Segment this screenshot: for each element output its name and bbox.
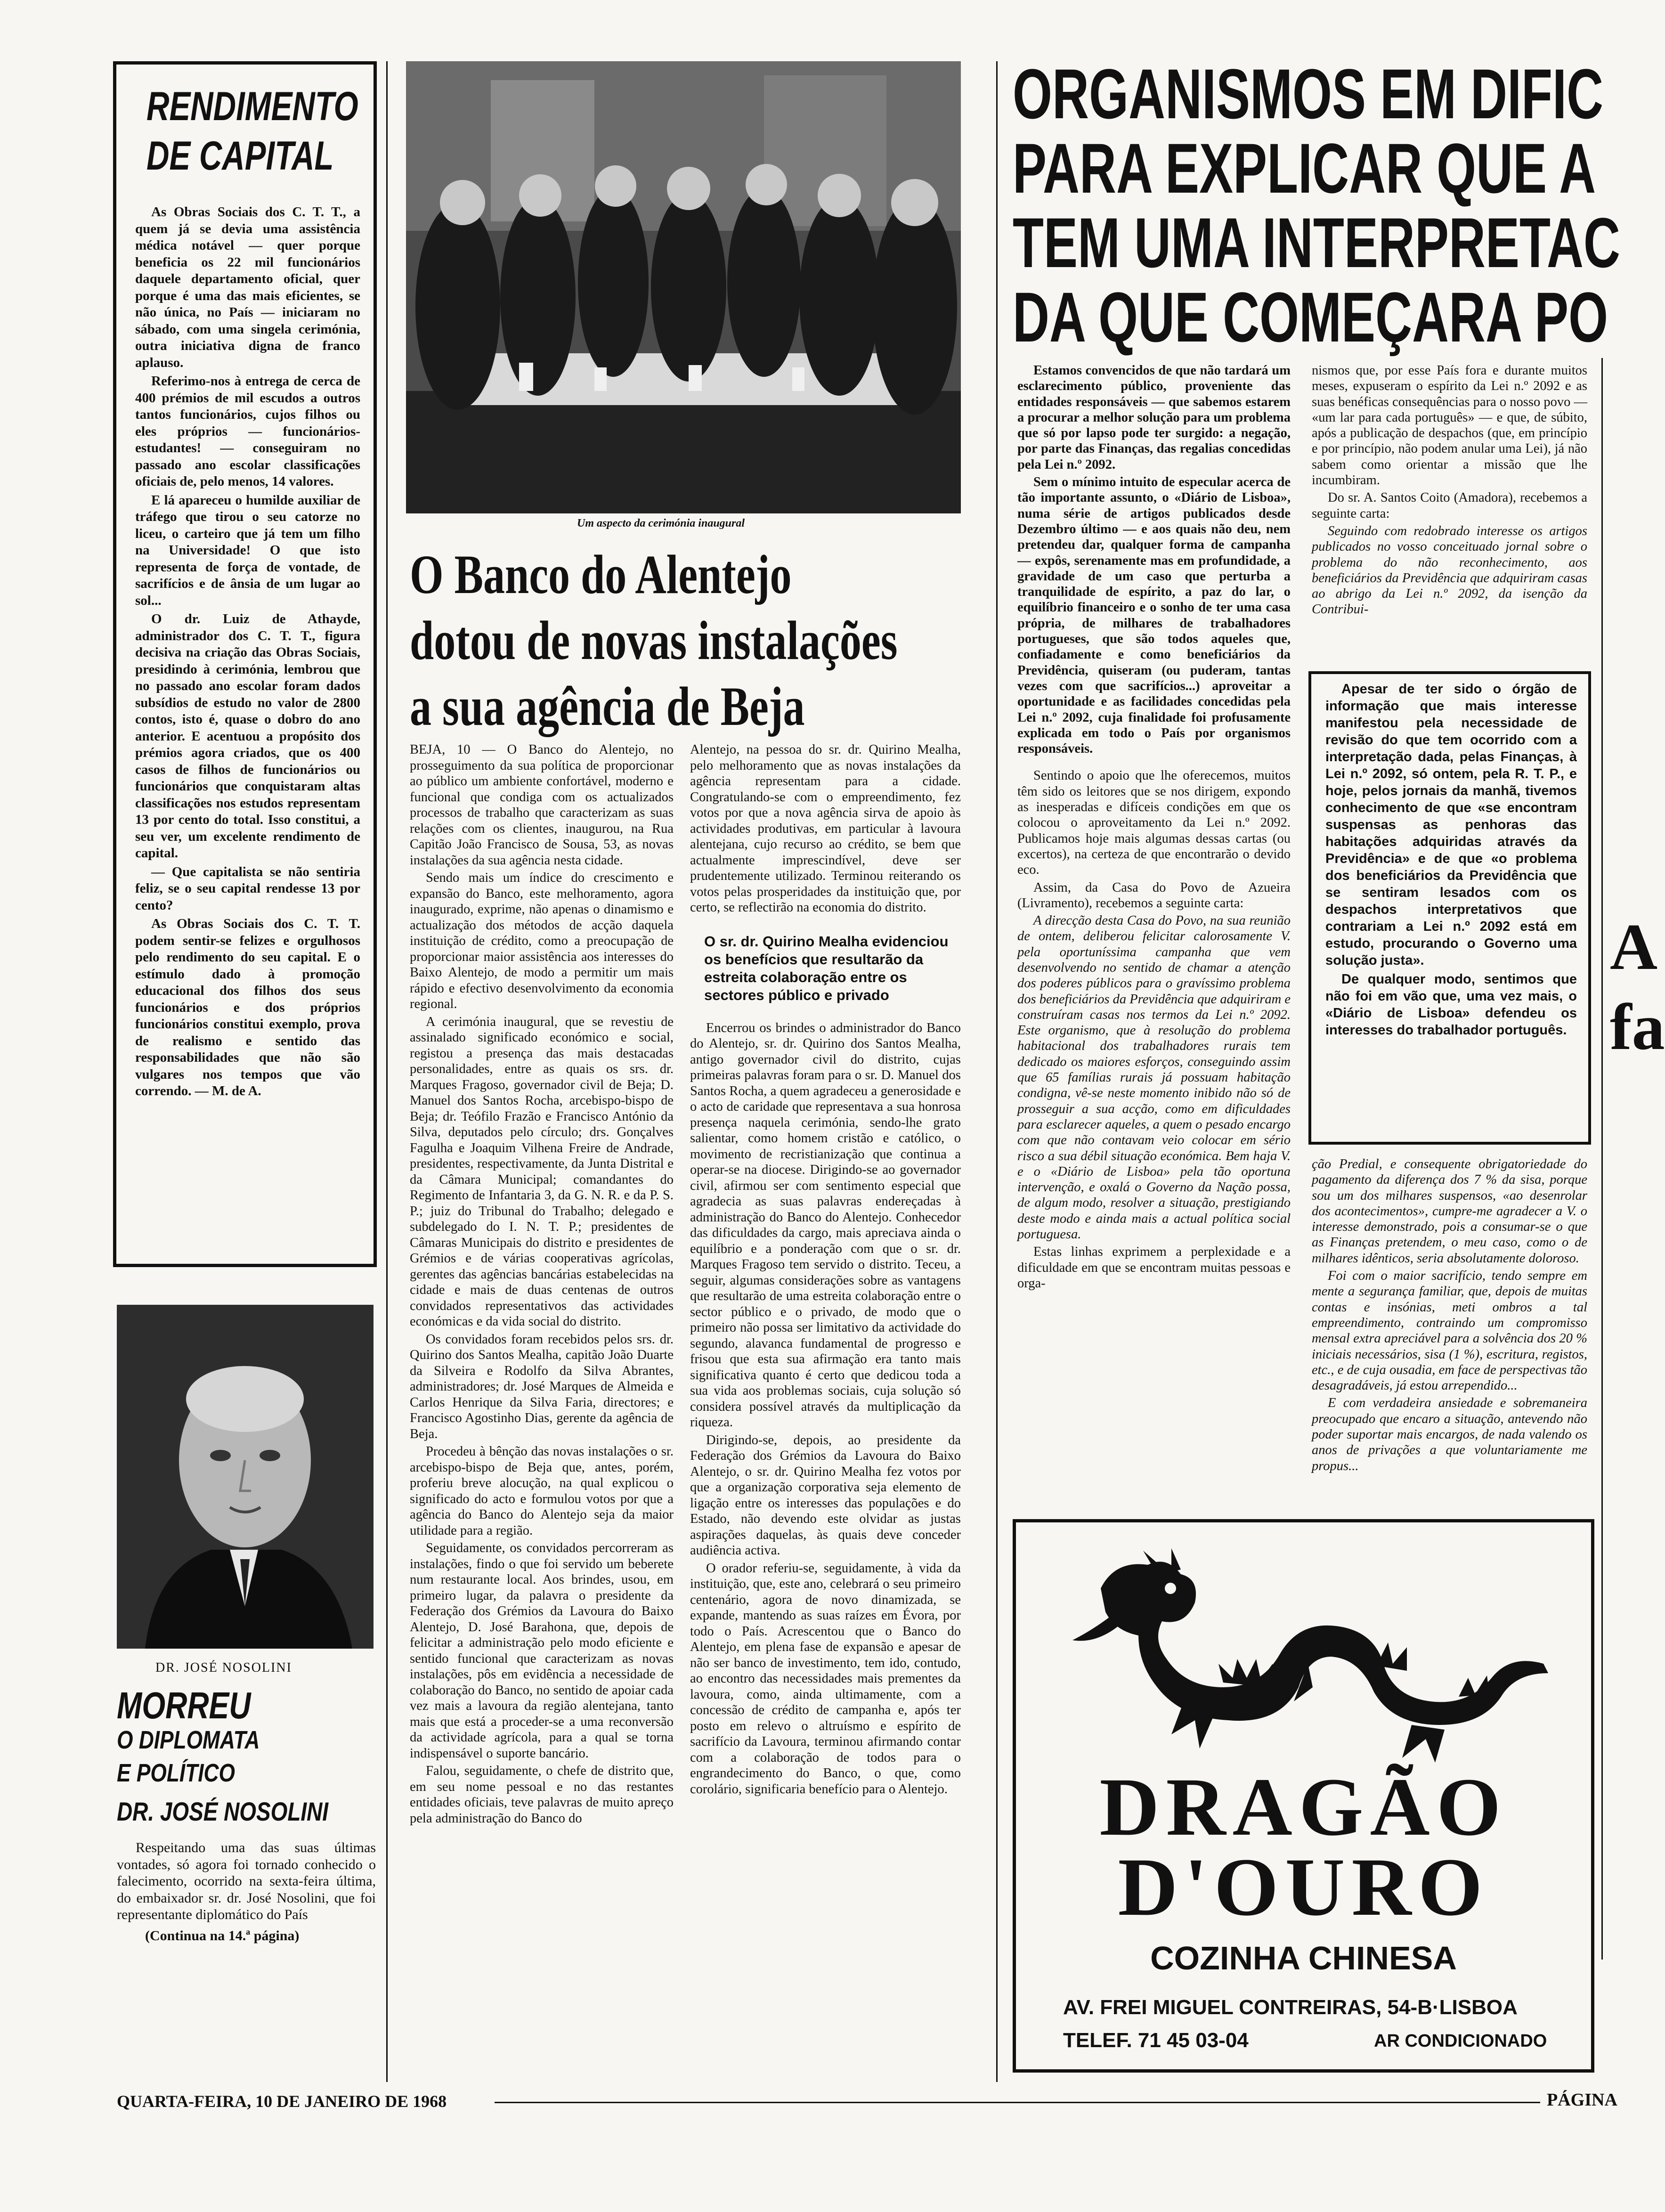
obit-title-4: DR. JOSÉ NOSOLINI	[117, 1797, 329, 1826]
left-editorial-box	[113, 61, 377, 1267]
editorial-paragraph: — Que capitalista se não sentiria feliz, se o seu capital rendesse 13 por cento?	[135, 864, 360, 913]
ad-subtitle: COZINHA CHINESA	[1150, 1940, 1457, 1976]
bank-paragraph: Dirigindo-se, depois, ao presidente da Federação dos Grémios da Lavoura do Baixo Alentejo, o sr. dr. Quirino Mealha fez votos por que a organização corporativa seja elemento de ligação entre os interesses das populações e do Estado, não devendo este olvidar as justas aspirações daquelas, às quais deve conceder audiência activa.	[690, 1432, 961, 1558]
footer-page-label: PÁGINA	[1540, 2090, 1617, 2110]
organismos-col-b-bottom	[1312, 1156, 1587, 1476]
editorial-paragraph: As Obras Sociais dos C. T. T., a quem já se devia uma assistência médica notável — quer porque beneficia os 22 mil funcionários daquele departamento oficial, quer porque é uma das mais eficientes, se não única, no País — iniciaram no sábado, com uma singela cerimónia, outra iniciativa digna de franco aplauso.	[135, 204, 360, 370]
bank-headline-line1: O Banco do Alentejo	[410, 544, 792, 605]
footer-rule	[495, 2102, 1550, 2103]
organismos-box	[1308, 671, 1591, 1145]
column-rule-center	[996, 61, 998, 2082]
portrait-photo	[117, 1305, 374, 1649]
bank-paragraph: Os convidados foram recebidos pelos srs. dr. Quirino dos Santos Mealha, capitão João Duarte da Silveira e Rodolfo da Silva Abrantes, administradores; dr. José Marques de Almeida e Carlos Henrique da Silva Faria, directores; e Francisco Agostinho Dias, gerente da agência de Beja.	[410, 1332, 674, 1441]
organismos-headline-line2: PARA EXPLICAR QUE A	[1013, 129, 1596, 208]
organismos-paragraph: Sentindo o apoio que lhe oferecemos, muitos têm sido os leitores que se nos dirigem, expondo as inesperadas e difíceis condições em que os colocou o aproveitamento da Lei n.º 2092. Publicamos hoje mais algumas dessas cartas (ou excertos), na certeza de que encontrarão o devido eco.	[1017, 768, 1291, 878]
obit-title-3: E POLÍTICO	[117, 1759, 235, 1787]
box-paragraph: Apesar de ter sido o órgão de informação que mais interesse manifestou pela necessidade de revisão do que tem ocorrido com a interpretação dada, pelas Finanças, à Lei n.º 2092, só ontem, pela R. T. P., e hoje, pelos jornais da manhã, tivemos conhecimento de que «se encontram suspensas as penhoras das habitações adquiridas através da Previdência» e de que «o problema dos beneficiários da Previdência que se sentiram lesados com os despachos interpretativos que contrariam a Lei n.º 2092 está em estudo, procurando o Governo uma solução justa».	[1325, 682, 1577, 968]
editorial-body	[135, 204, 360, 1100]
bank-paragraph: Falou, seguidamente, o chefe de distrito que, em seu nome pessoal e no das restantes entidades oficiais, teve palavras de muito apreço pela administração do Banco do	[410, 1764, 674, 1826]
bank-paragraph: Sendo mais um índice do crescimento e expansão do Banco, este melhoramento, agora inaugurado, exprime, não apenas o dinamismo e actualização dos métodos de acção daquela instituição de crédito, como a preocupação de proporcionar maior assistência aos interesses do Baixo Alentejo, de modo a permitir um mais rápido e efectivo desenvolvimento da economia regional.	[410, 870, 674, 1011]
organismos-paragraph: Assim, da Casa do Povo de Azueira (Livramento), recebemos a seguinte carta:	[1017, 880, 1291, 911]
ad-phone: TELEF. 71 45 03-04	[1063, 2029, 1249, 2052]
organismos-headline	[1013, 54, 1635, 363]
organismos-headline-line1: ORGANISMOS EM DIFIC	[1013, 54, 1604, 133]
organismos-headline-line4: DA QUE COMEÇARA PO	[1013, 277, 1608, 357]
ad-address: AV. FREI MIGUEL CONTREIRAS, 54-B·LISBOA	[1063, 1996, 1518, 2019]
photo-caption: Um aspecto da cerimónia inaugural	[577, 517, 745, 529]
edge-fragment-1: A	[1610, 911, 1658, 984]
bank-paragraph: Procedeu à bênção das novas instalações o sr. arcebispo-bispo de Beja que, antes, porém, proferiu breve alocução, na qual explicou o significado do acto e formulou votos por que a agência do Banco do Alentejo seja da maior utilidade para a região.	[410, 1444, 674, 1538]
bank-subhead: O sr. dr. Quirino Mealha evidenciou os benefícios que resultarão da estreita colaboração entre os sectores público e privado	[704, 933, 949, 1003]
ad-brand-line1: DRAGÃO	[1099, 1761, 1508, 1853]
bank-headline-line3: a sua agência de Beja	[410, 675, 805, 737]
editorial-paragraph: Referimo-nos à entrega de cerca de 400 prémios de mil escudos a outros tantos funcionários, cujos filhos ou eles próprios — funcionários-estudantes! — conseguiram no passado ano escolar classificações oficiais de, pelo menos, 14 valores.	[135, 374, 360, 489]
organismos-paragraph: Estas linhas exprimem a perplexidade e a dificuldade em que se encontram muitas pessoas e orga-	[1017, 1244, 1291, 1291]
dragao-ad	[1013, 1519, 1594, 2073]
organismos-paragraph: Sem o mínimo intuito de especular acerca de tão importante assunto, o «Diário de Lisboa», numa série de artigos publicados desde Dezembro último — e aos quais não deu, nem pretendeu dar, qualquer forma de campanha — expôs, serenamente mas em profundidade, a gravidade de um caso que perturba a tranquilidade de espírito, a paz do lar, o equilíbrio financeiro e o sonho de ter uma casa própria, de milhares de trabalhadores portugueses, que são todos aqueles que, confiadamente e como beneficiários da Previdência, quiseram (ou puderam, tantas vezes com que sacrifícios...) aproveitar a oportunidade e as facilidades concedidas pela Lei n.º 2092, cuja finalidade foi profusamente explicada em todo o País por organismos responsáveis.	[1017, 475, 1291, 756]
bank-paragraph: A cerimónia inaugural, que se revestiu de assinalado significado económico e social, registou a presença das mais destacadas personalidades, entre as quais os srs. dr. Marques Fragoso, governador civil de Beja; D. Manuel dos Santos Rocha, arcebispo-bispo de Beja; dr. Teófilo Frazão e Francisco António da Silva, deputados pelo círculo; drs. Gonçalves Fagulha e Joaquim Vilhena Freire de Andrade, presidentes, respectivamente, da Junta Distrital e da Câmara Municipal; comandantes do Regimento de Infantaria 3, da G. N. R. e da P. S. P.; juiz do Tribunal do Trabalho; delegado e subdelegado do I. N. T. P.; presidentes de Câmaras Municipais do distrito e presidentes de Grémios e de várias cooperativas agrícolas, gerentes das agências bancárias estabelecidas na cidade e mais de duas centenas de outros convidados representativos das actividades económicas e da vida social do distrito.	[410, 1014, 674, 1329]
obit-continue: (Continua na 14.ª página)	[145, 1927, 300, 1944]
bank-paragraph: BEJA, 10 — O Banco do Alentejo, no prosseguimento da sua política de proporcionar ao público um ambiente confortável, moderno e funcional que condiga com os actualizados processos de trabalho que caracterizam as suas relações com os clientes, inaugurou, na Rua Capitão João Francisco de Sousa, 53, as novas instalações da sua agência nesta cidade.	[410, 742, 674, 868]
box-text	[1325, 681, 1577, 1039]
organismos-paragraph: Do sr. A. Santos Coito (Amadora), recebemos a seguinte carta:	[1312, 490, 1587, 521]
bank-headline	[410, 542, 961, 740]
editorial-title-line2: DE CAPITAL	[146, 133, 334, 179]
organismos-paragraph: Estamos convencidos de que não tardará um esclarecimento público, proveniente das entidades responsáveis — que sabemos estarem a procurar a melhor solução para um problema que só por lapso pode ter surgido: a negação, por parte das Finanças, das regalias concedidas pela Lei n.º 2092.	[1017, 363, 1291, 472]
bank-headline-line2: dotou de novas instalações	[410, 610, 898, 671]
bank-article-col1	[410, 742, 674, 1828]
portrait-caption: DR. JOSÉ NOSOLINI	[155, 1660, 292, 1675]
editorial-paragraph: O dr. Luiz de Athayde, administrador dos C. T. T., figura decisiva na criação das Obras Sociais, presidindo à cerimónia, lembrou que no passado ano escolar foram dados subsídios de estudo no valor de 2800 contos, isto é, quase o dobro do ano anterior. E acentuou a propósito dos prémios agora criados, que os 400 casos de filhos de funcionários ou funcionários que conquistaram altas classificações nos estudos representam 13 por cento do total. Isso constitui, a seu ver, um excelente rendimento de capital.	[135, 611, 360, 861]
obit-title-2: O DIPLOMATA	[117, 1726, 260, 1754]
obit-text: Respeitando uma das suas últimas vontades, só agora foi tornado conhecido o falecimento, ocorrido na sexta-feira última, do embaixador sr. dr. José Nosolini, que foi representante diplomático do País	[117, 1840, 376, 1922]
bank-paragraph: Encerrou os brindes o administrador do Banco do Alentejo, sr. dr. Quirino dos Santos Mealha, antigo governador civil do distrito, cujas primeiras palavras foram para o sr. D. Manuel dos Santos Rocha, a quem agradeceu a generosidade e o acto de caridade que representava a sua honrosa presença naquela cerimónia, sendo-lhe grato salientar, como homem cristão e católico, o movimento de recristianização que continua a operar-se na diocese. Dirigindo-se ao governador civil, afirmou ser com sentimento especial que agradecia as suas palavras endereçadas à administração do Banco do Alentejo. Conhecedor das dificuldades da cargo, mais apreciava ainda o equilíbrio e a ponderação com que o sr. dr. Marques Fragoso tem servido o distrito. Teceu, a seguir, algumas considerações sobre as vantagens que resultarão de uma estreita colaboração entre o sector público e o privado, de modo que o primeiro não possa ser limitativo da actividade do segundo, alavanca fundamental de progresso e frisou que esta sua afirmação era tanto mais significativa quanto é certo que dedicou toda a sua vida aos problemas sociais, cuja solução só considera possível através da multiplicação da riqueza.	[690, 1020, 961, 1430]
edge-fragment-2: fa	[1610, 991, 1665, 1064]
bank-paragraph: O orador referiu-se, seguidamente, à vida da instituição, que, este ano, celebrará o seu primeiro centenário, agora de novo dinamizada, se expande, mantendo as suas raízes em Évora, por todo o País. Acrescentou que o Banco do Alentejo, em plena fase de expansão e apesar de não ser banco de investimento, tem ido, contudo, ao encontro das necessidades mais prementes da lavoura, como, ainda ultimamente, com a concessão de crédito de campanha e, após ter posto em relevo o altruísmo e espírito de sacrifício da Lavoura, terminou afirmando contar com a colaboração de todos para o engrandecimento do Banco, o que, como corolário, significaria benefício para o Alentejo.	[690, 1561, 961, 1797]
organismos-paragraph: E com verdadeira ansiedade e sobremaneira preocupado que encaro a situação, antevendo não poder suportar mais encargos, de nada valendo os anos de privações a que voluntariamente me propus...	[1312, 1396, 1587, 1473]
column-rule-left	[386, 61, 388, 2082]
editorial-title-line1: RENDIMENTO	[146, 84, 358, 129]
organismos-col-a	[1017, 363, 1291, 1293]
organismos-paragraph: Foi com o maior sacrifício, tendo sempre em mente a segurança familiar, que, depois de muitas contas e insónias, meti ombros a tal empreendimento, contraindo um compromisso mensal extra apreciável para a solvência dos 20 % iniciais necessários, sisa (1 %), escritura, registos, etc., e de cuja ousadia, em face de perspectivas tão desagradáveis, já estou arrependido...	[1312, 1269, 1587, 1393]
portrait-drawing	[117, 1305, 374, 1649]
bank-paragraph: Seguidamente, os convidados percorreram as instalações, findo o que foi servido um beberete num restaurante local. Aos brindes, usou, em primeiro lugar, da palavra o presidente da Federação dos Grémios da Lavoura do Baixo Alentejo, D. José Barahona, que, depois de felicitar a administração pelo modo eficiente e sentido funcional que caracterizam as novas instalações, pôs em evidência a necessidade de colaboração do Banco, no sentido de apoiar cada vez mais a lavoura da região alentejana, tanto mais que está a proceder-se a uma reconversão da actividade agrícola, para a qual se torna indispensável o suporte bancário.	[410, 1541, 674, 1761]
ad-aircon: AR CONDICIONADO	[1374, 2031, 1547, 2051]
box-paragraph: De qualquer modo, sentimos que não foi em vão que, uma vez mais, o «Diário de Lisboa» defendeu os interesses do trabalhador português.	[1325, 972, 1577, 1038]
ceremony-photo	[406, 61, 961, 513]
editorial-paragraph: E lá apareceu o humilde auxiliar de tráfego que tirou o seu catorze no liceu, o carteiro que já tem um filho na Universidade! O que isto representa de força de vontade, de sacrifícios e de ânsia de um lugar ao sol...	[135, 492, 360, 608]
footer-date: QUARTA-FEIRA, 10 DE JANEIRO DE 1968	[117, 2091, 452, 2111]
obit-title-1: MORREU	[117, 1684, 251, 1726]
organismos-headline-line3: TEM UMA INTERPRETAC	[1013, 203, 1620, 282]
bank-paragraph: Alentejo, na pessoa do sr. dr. Quirino Mealha, pelo melhoramento que as novas instalações da agência representam para a cidade. Congratulando-se com o empreendimento, fez votos por que a nova agência sirva de apoio às actividades produtivas, em particular à lavoura alentejana, cujo recurso ao crédito, se bem que actualmente imprescindível, deve ser prudentemente utilizado. Terminou reiterando os votos pelas prosperidades da instituição que, por certo, se reflectirão na economia do distrito.	[690, 742, 961, 915]
ad-brand-line2: D'OURO	[1118, 1841, 1489, 1933]
organismos-paragraph: ção Predial, e consequente obrigatoriedade do pagamento da diferença dos 7 % da sisa, porque sou um dos milhares suspensos, «ao desenrolar dos acontecimentos», cumpre-me agradecer a V. o interesse demonstrado, pois a consumar-se o que as Finanças pretendem, o meu caso, como o de milhares idênticos, seria absolutamente doloroso.	[1312, 1157, 1587, 1266]
organismos-paragraph: Seguindo com redobrado interesse os artigos publicados no vosso conceituado jornal sobre o problema do não reconhecimento, aos beneficiários da Previdência que adquiriram casas ao abrigo da Lei n.º 2092, da isenção da Contribui-	[1312, 523, 1587, 617]
ceremony-scene	[406, 61, 961, 513]
organismos-paragraph: A direcção desta Casa do Povo, na sua reunião de ontem, deliberou felicitar calorosamente V. pela oportuníssima campanha que vem desenvolvendo no sentido de chamar a atenção dos poderes públicos para o gravíssimo problema dos beneficiários da Previdência que adquiriram e construíram casas nos termos da Lei n.º 2092. Este organismo, que à resolução do problema habitacional dos trabalhadores rurais tem dedicado os maiores esforços, conseguindo assim que 65 famílias rurais já possuam habitação condigna, vê-se neste momento inibido não só de prosseguir a sua acção, como em dificuldades para esclarecer aqueles, a quem o pesado encargo com que não contavam veio colocar em sério risco a sua débil situação económica. Bem haja V. e o «Diário de Lisboa» pela tão oportuna intervenção, e oxalá o Governo da Nação possa, de algum modo, resolver a situação, prestigiando deste modo e ainda mais a actual política social portuguesa.	[1017, 913, 1291, 1242]
organismos-col-b-top	[1312, 363, 1587, 619]
editorial-paragraph: As Obras Sociais dos C. T. T. podem sentir-se felizes e orgulhosos pelo rendimento do seu capital. E o estímulo dado à promoção educacional dos filhos dos seus funcionários e dos próprios funcionários constitui exemplo, prova de realismo e sentido das responsabilidades que não são vulgares nos tempos que vão correndo. — M. de A.	[135, 916, 360, 1098]
bank-article-col2	[690, 742, 961, 1799]
obituary	[117, 1684, 376, 1944]
organismos-paragraph: nismos que, por esse País fora e durante muitos meses, expuseram o espírito da Lei n.º 2092 e as suas benéficas consequências para o nosso povo — «um lar para cada português» — e que, de súbito, após a publicação de despachos (que, em princípio e por princípio, não podem anular uma Lei), já não sabem como orientar a missão que lhe incumbiram.	[1312, 363, 1587, 488]
column-rule-right	[1601, 358, 1603, 1960]
dragon-icon	[1044, 1546, 1562, 1767]
